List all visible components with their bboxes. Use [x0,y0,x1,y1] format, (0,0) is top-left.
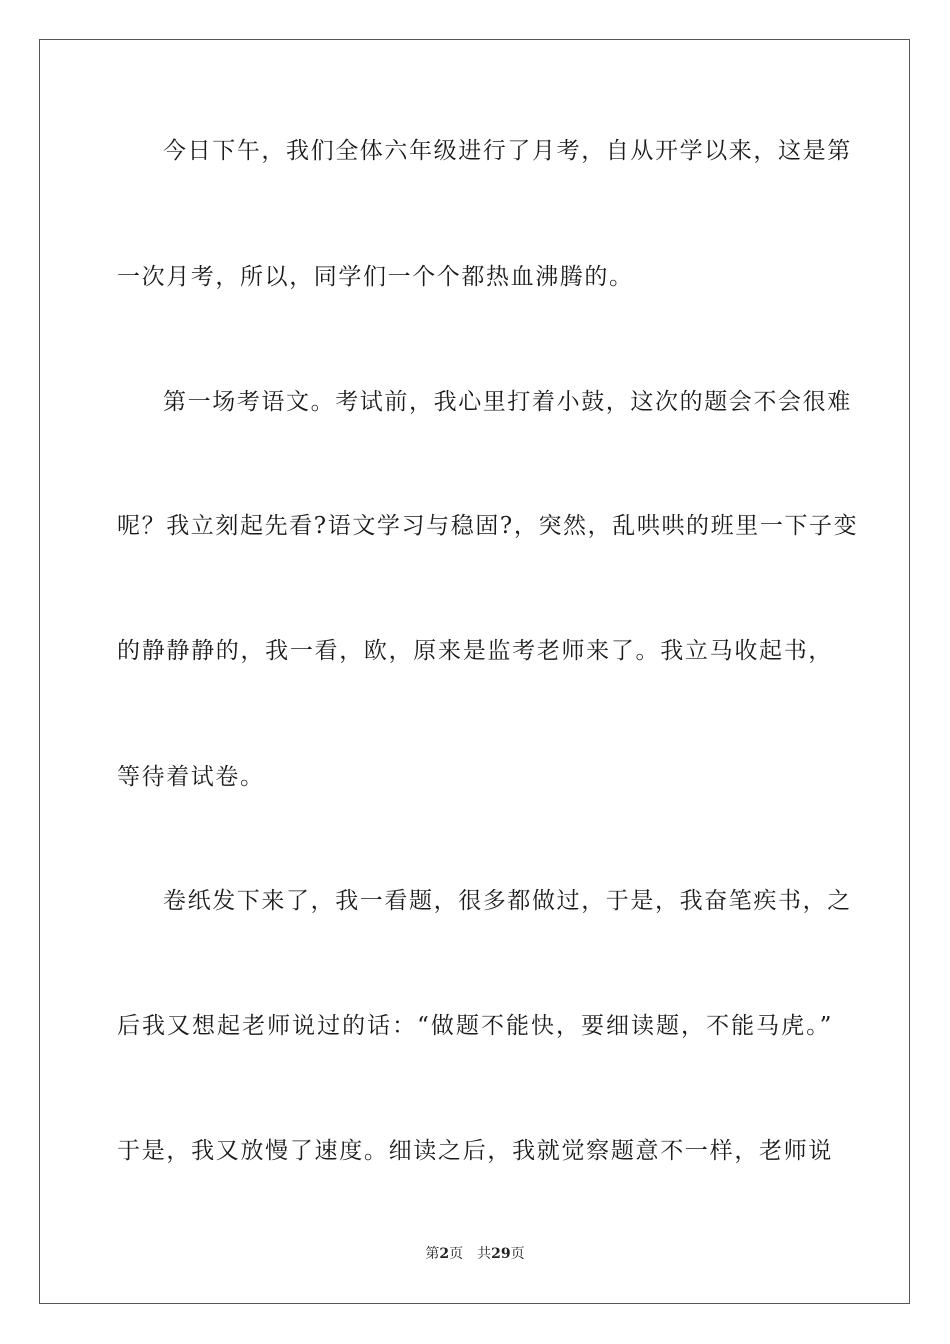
text-line-2: 一次月考，所以，同学们一个个都热血沸腾的。 [117,264,634,290]
text-line-6: 等待着试卷。 [117,764,265,790]
text-line-3: 第一场考语文。考试前，我心里打着小鼓，这次的题会不会很难 [163,389,852,415]
text-line-5: 的静静静的，我一看，欧，原来是监考老师来了。我立马收起书， [117,638,833,664]
page-footer [0,1244,950,1264]
total-prefix: 共 [477,1246,492,1262]
total-page-number: 29 [491,1246,511,1262]
text-line-8: 后我又想起老师说过的话：“做题不能快，要细读题，不能马虎。” [117,1013,833,1039]
current-page-number: 2 [439,1246,450,1262]
page-border [39,39,910,1304]
text-line-9: 于是，我又放慢了速度。细读之后，我就觉察题意不一样，老师说 [117,1138,833,1164]
page-unit: 页 [449,1246,464,1262]
text-line-7: 卷纸发下来了，我一看题，很多都做过，于是，我奋笔疾书，之 [163,888,852,914]
page-prefix: 第 [425,1246,440,1262]
total-unit: 页 [510,1246,525,1262]
text-line-1: 今日下午，我们全体六年级进行了月考，自从开学以来，这是第 [163,138,852,164]
text-line-4: 呢？我立刻起先看?语文学习与稳固?，突然，乱哄哄的班里一下子变 [117,513,859,539]
